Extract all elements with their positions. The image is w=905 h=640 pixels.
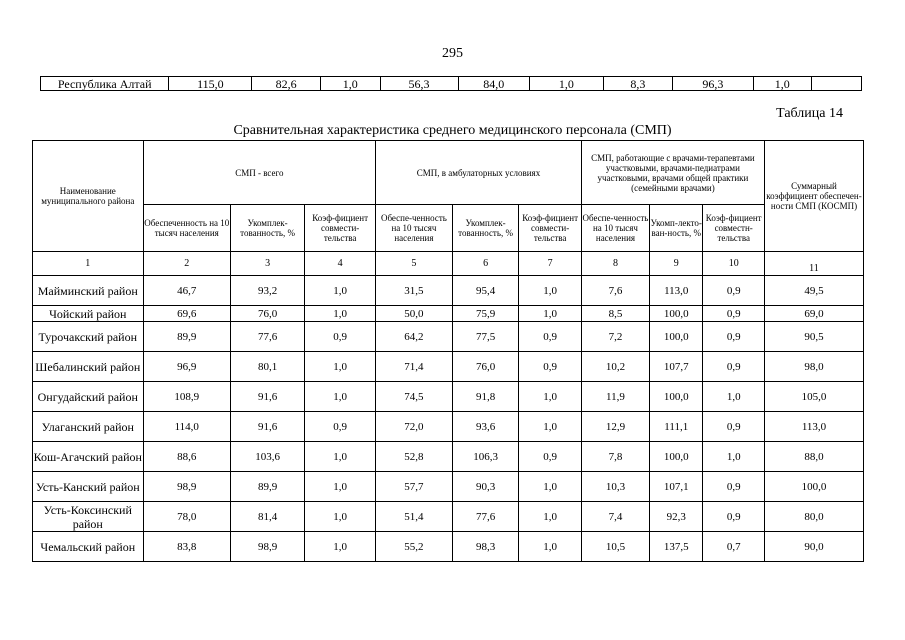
table-cell: 75,9	[452, 306, 519, 322]
table-cell: 115,0	[169, 77, 252, 91]
column-number: 2	[143, 252, 230, 276]
cell-district-name: Улаганский район	[33, 412, 144, 442]
table-cell: 1,0	[519, 412, 581, 442]
header-sub-cell: Коэф-фициент совместн-тельства	[703, 205, 765, 252]
cell-district-name: Шебалинский район	[33, 352, 144, 382]
table-cell: 1,0	[519, 532, 581, 562]
table-cell: 46,7	[143, 276, 230, 306]
cell-district-name: Чойский район	[33, 306, 144, 322]
cell-district-name: Онгудайский район	[33, 382, 144, 412]
table-cell: 90,3	[452, 472, 519, 502]
table-cell: 71,4	[376, 352, 453, 382]
table-cell: 12,9	[581, 412, 649, 442]
table-cell: 64,2	[376, 322, 453, 352]
table-cell: 1,0	[305, 532, 376, 562]
column-number: 4	[305, 252, 376, 276]
table-cell: 108,9	[143, 382, 230, 412]
table-cell: 69,0	[764, 306, 863, 322]
table-cell: 100,0	[650, 442, 703, 472]
table-cell: 76,0	[231, 306, 305, 322]
table-cell: 111,1	[650, 412, 703, 442]
table-cell: 1,0	[305, 276, 376, 306]
table-cell: 1,0	[519, 502, 581, 532]
column-number: 10	[703, 252, 765, 276]
table-cell: 80,0	[764, 502, 863, 532]
table-cell: 51,4	[376, 502, 453, 532]
table-cell: 91,8	[452, 382, 519, 412]
header-sub-cell: Обеспе-ченность на 10 тысяч населения	[581, 205, 649, 252]
table-cell: 95,4	[452, 276, 519, 306]
table-cell: 0,9	[519, 352, 581, 382]
table-cell: 57,7	[376, 472, 453, 502]
cell-district-name: Кош-Агачский район	[33, 442, 144, 472]
table-cell: 113,0	[764, 412, 863, 442]
cell-district-total: Республика Алтай	[41, 77, 169, 91]
column-number: 9	[650, 252, 703, 276]
table-cell: 107,1	[650, 472, 703, 502]
table-cell: 52,8	[376, 442, 453, 472]
table-cell: 100,0	[650, 382, 703, 412]
table-cell: 50,0	[376, 306, 453, 322]
header-smp-ambulatory: СМП, в амбулаторных условиях	[376, 141, 582, 205]
table-cell: 11,9	[581, 382, 649, 412]
table-cell: 1,0	[305, 442, 376, 472]
table-cell: 88,0	[764, 442, 863, 472]
table-cell: 7,8	[581, 442, 649, 472]
table-cell: 91,6	[231, 382, 305, 412]
table-cell: 96,3	[672, 77, 753, 91]
table-cell: 8,3	[603, 77, 672, 91]
table-row	[33, 276, 864, 306]
table-cell: 113,0	[650, 276, 703, 306]
table-cell: 8,5	[581, 306, 649, 322]
header-sub-cell: Укомплек-тованность, %	[231, 205, 305, 252]
header-sub-cell: Обеспеченность на 10 тысяч населения	[143, 205, 230, 252]
table-cell: 7,6	[581, 276, 649, 306]
table-cell: 1,0	[753, 77, 811, 91]
table-row	[33, 502, 864, 532]
table-cell: 0,9	[703, 352, 765, 382]
table-cell: 90,0	[764, 532, 863, 562]
table-cell: 105,0	[764, 382, 863, 412]
cell-district-name: Чемальский район	[33, 532, 144, 562]
table-cell: 0,9	[703, 502, 765, 532]
table-cell: 93,6	[452, 412, 519, 442]
table-cell: 1,0	[305, 502, 376, 532]
table-cell: 80,1	[231, 352, 305, 382]
cell-district-name: Усть-Коксинский район	[33, 502, 144, 532]
table-cell: 100,0	[650, 322, 703, 352]
table-cell: 1,0	[703, 442, 765, 472]
table-cell: 0,9	[703, 276, 765, 306]
table-cell: 77,6	[452, 502, 519, 532]
cell-district-name: Усть-Канский район	[33, 472, 144, 502]
table-cell: 1,0	[519, 472, 581, 502]
table-row	[33, 352, 864, 382]
cell-district-name: Майминский район	[33, 276, 144, 306]
table-row	[33, 306, 864, 322]
table-cell: 56,3	[380, 77, 458, 91]
table-cell: 0,9	[703, 306, 765, 322]
column-number: 1	[33, 252, 144, 276]
table-cell: 31,5	[376, 276, 453, 306]
table-cell: 90,5	[764, 322, 863, 352]
table-cell: 0,9	[519, 322, 581, 352]
table-cell: 98,0	[764, 352, 863, 382]
column-number: 7	[519, 252, 581, 276]
table-row	[33, 472, 864, 502]
table-row	[33, 322, 864, 352]
table-cell: 10,5	[581, 532, 649, 562]
table-cell: 88,6	[143, 442, 230, 472]
table-title: Сравнительная характеристика среднего медицинского персонала (СМП)	[233, 123, 672, 138]
table-cell: 100,0	[764, 472, 863, 502]
header-sub-cell: Укомплек-тованность, %	[452, 205, 519, 252]
header-sub-cell: Коэф-фициент совмести-тельства	[519, 205, 581, 252]
table-cell: 1,0	[519, 276, 581, 306]
table-cell: 1,0	[305, 472, 376, 502]
table-cell: 77,5	[452, 322, 519, 352]
table-cell: 1,0	[320, 77, 380, 91]
table-cell: 89,9	[231, 472, 305, 502]
column-number: 5	[376, 252, 453, 276]
column-number: 3	[231, 252, 305, 276]
table-cell: 92,3	[650, 502, 703, 532]
header-kosmp: Суммарный коэффициент обеспечен-ности СМП (КОСМП)	[764, 141, 863, 252]
medical-staff-table	[32, 140, 864, 562]
table-cell: 0,7	[703, 532, 765, 562]
table-cell: 0,9	[305, 322, 376, 352]
table-row	[33, 412, 864, 442]
table-cell: 81,4	[231, 502, 305, 532]
table-cell: 74,5	[376, 382, 453, 412]
table-cell: 98,3	[452, 532, 519, 562]
table-cell: 100,0	[650, 306, 703, 322]
table-cell: 93,2	[231, 276, 305, 306]
column-number: 11	[764, 252, 863, 276]
table-cell: 0,9	[703, 322, 765, 352]
column-number: 6	[452, 252, 519, 276]
table-cell: 77,6	[231, 322, 305, 352]
table-cell: 91,6	[231, 412, 305, 442]
table-cell: 137,5	[650, 532, 703, 562]
table-cell: 49,5	[764, 276, 863, 306]
table-cell: 78,0	[143, 502, 230, 532]
table-row	[33, 442, 864, 472]
table-cell: 1,0	[305, 306, 376, 322]
table-cell: 7,2	[581, 322, 649, 352]
table-cell: 1,0	[305, 352, 376, 382]
table-cell: 69,6	[143, 306, 230, 322]
table-cell: 98,9	[143, 472, 230, 502]
table-cell: 84,0	[458, 77, 529, 91]
header-sub-cell: Коэф-фициент совмести-тельства	[305, 205, 376, 252]
table-cell: 1,0	[305, 382, 376, 412]
table-cell: 1,0	[519, 306, 581, 322]
table-cell: 83,8	[143, 532, 230, 562]
table-cell: 0,9	[519, 442, 581, 472]
table-cell: 82,6	[252, 77, 321, 91]
table-body	[33, 276, 864, 562]
table-cell: 55,2	[376, 532, 453, 562]
table-cell: 103,6	[231, 442, 305, 472]
header-district: Наименование муниципального района	[33, 141, 144, 252]
header-sub-cell: Укомп-лекто-ван-ность, %	[650, 205, 703, 252]
table-cell: 89,9	[143, 322, 230, 352]
column-number: 8	[581, 252, 649, 276]
table-cell: 72,0	[376, 412, 453, 442]
table-cell: 0,9	[703, 472, 765, 502]
table-cell: 107,7	[650, 352, 703, 382]
table-cell: 106,3	[452, 442, 519, 472]
previous-table-row	[40, 76, 862, 91]
header-smp-total: СМП - всего	[143, 141, 376, 205]
table-cell: 0,9	[703, 412, 765, 442]
table-cell: 1,0	[529, 77, 603, 91]
table-cell: 1,0	[703, 382, 765, 412]
table-cell	[811, 77, 861, 91]
table-row	[33, 382, 864, 412]
table-cell: 1,0	[519, 382, 581, 412]
table-cell: 98,9	[231, 532, 305, 562]
table-cell: 96,9	[143, 352, 230, 382]
header-smp-gp: СМП, работающие с врачами-терапевтами участковыми, врачами-педиатрами участковыми, врачами общей практики (семейными врачами)	[581, 141, 764, 205]
cell-district-name: Турочакский район	[33, 322, 144, 352]
table-cell: 10,3	[581, 472, 649, 502]
table-row	[33, 532, 864, 562]
table-cell: 76,0	[452, 352, 519, 382]
table-number: Таблица 14	[776, 106, 843, 121]
header-sub-cell: Обеспе-ченность на 10 тысяч населения	[376, 205, 453, 252]
page-number: 295	[442, 46, 463, 61]
table-cell: 10,2	[581, 352, 649, 382]
table-cell: 0,9	[305, 412, 376, 442]
table-cell: 114,0	[143, 412, 230, 442]
table-cell: 7,4	[581, 502, 649, 532]
